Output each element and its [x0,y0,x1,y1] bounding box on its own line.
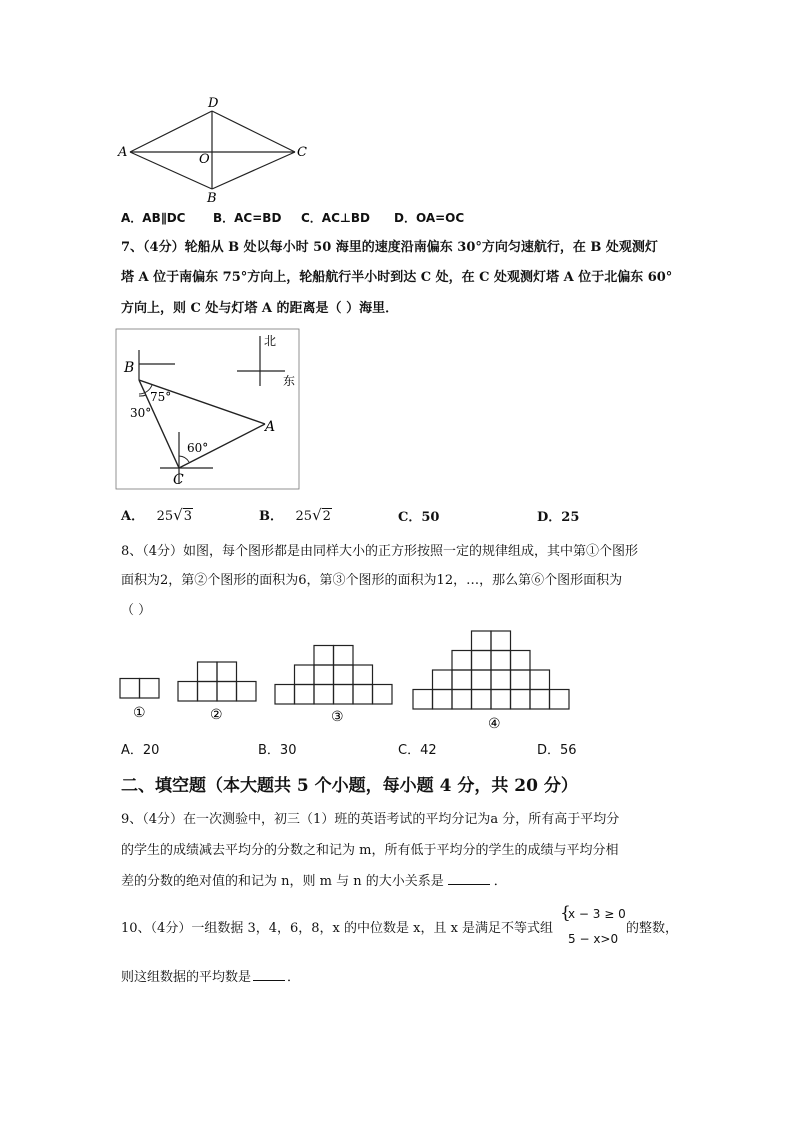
q6-option-c: C．AC⊥BD [301,211,370,225]
pattern-square [472,670,492,690]
pattern-square [217,682,237,702]
q10-inequality-1: x − 3 ≥ 0 [568,907,626,921]
pattern-square [373,685,393,705]
q7-option-b-prefix: B． [259,509,283,524]
pattern-square [120,679,140,699]
pattern-square [491,670,511,690]
label-C: C [297,145,307,160]
q6-option-d: D．OA=OC [394,211,465,225]
q7-option-b-value: 25√2 [295,506,331,524]
pattern-square [353,665,373,685]
q8-text-line3: （ ） [121,603,152,618]
pattern-square [295,685,315,705]
q10-text-line2-end: ． [287,970,301,985]
pattern-square [452,690,472,710]
pattern-square [140,679,160,699]
pattern-square [452,651,472,671]
pattern-square [295,665,315,685]
q10-brace: { [560,903,571,923]
pattern-square [314,646,334,666]
label-D: D [208,96,219,111]
section-2-heading: 二、填空题（本大题共 5 个小题，每小题 4 分，共 20 分） [121,776,578,796]
q8-option-c: C．42 [398,743,437,758]
angle-60-label: 60° [187,441,209,455]
q8-option-d: D．56 [537,743,577,758]
q7-option-d: D．25 [537,510,580,525]
q9-text-line2: 的学生的成绩减去平均分的分数之和记为 m，所有低于平均分的学生的成绩与平均分相 [121,843,619,858]
pattern-square [472,690,492,710]
east-label: 东 [283,374,296,388]
q7-navigation-figure [115,328,300,490]
pattern-square [314,665,334,685]
pattern-square [550,690,570,710]
pattern-square [491,651,511,671]
pattern-square [334,665,354,685]
pattern-square [491,690,511,710]
pattern-square [198,662,218,682]
q7-text-line3: 方向上，则 C 处与灯塔 A 的距离是（ ）海里． [121,301,399,316]
pattern-square [511,670,531,690]
q8-text-line2: 面积为2，第②个图形的面积为6，第③个图形的面积为12，…，那么第⑥个图形面积为 [121,573,623,588]
pattern-square [334,685,354,705]
pattern-square [275,685,295,705]
q8-square-pattern-figure [115,626,585,736]
q6-rhombus-figure [115,92,325,204]
pattern-square [472,651,492,671]
q10-inequality-2: 5 − x>0 [568,932,619,946]
q7-option-a-prefix: A． [121,509,145,524]
pattern-square [530,670,550,690]
q7-option-b-radicand: 2 [322,509,331,524]
pattern-square [178,682,198,702]
q9-text-line1: 9、（4分）在一次测验中，初三（1）班的英语考试的平均分记为a 分，所有高于平均分 [121,812,620,827]
pattern-square [433,670,453,690]
pattern-square [314,685,334,705]
q7-option-a [121,505,193,524]
pattern-square [198,682,218,702]
q10-text-line2 [121,971,300,984]
q6-option-a: A．AB∥DC [121,211,186,225]
q7-option-b-coef: 25 [295,509,313,524]
q7-text-line1: 7、（4分）轮船从 B 处以每小时 50 海里的速度沿南偏东 30°方向匀速航行，在 B 处观测灯 [121,240,658,255]
pattern-square [433,690,453,710]
pattern-square [413,690,433,710]
q9-answer-blank[interactable] [448,884,490,885]
pattern-square [452,670,472,690]
angle-30-label: 30° [130,406,152,420]
figure-3-label: ③ [331,709,344,725]
q10-text-line1-end: 的整数， [626,921,679,936]
q7-option-a-radicand: 3 [183,509,193,524]
q7-option-c: C．50 [398,510,440,525]
q8-option-b: B．30 [258,743,297,758]
label-B: B [207,191,217,204]
q8-option-a: A．20 [121,743,160,758]
label-B-point: B [124,360,135,376]
figure-1-label: ① [133,705,146,721]
pattern-square [334,646,354,666]
north-label: 北 [264,334,277,348]
pattern-square [472,631,492,651]
q10-text-line2-start: 则这组数据的平均数是 [121,970,252,985]
q7-text-line2: 塔 A 位于南偏东 75°方向上，轮船航行半小时到达 C 处，在 C 处观测灯塔 A 位于北偏东 60° [121,270,673,285]
q7-option-a-coef: 25 [156,509,174,524]
q9-text-line3-start: 差的分数的绝对值的和记为 n，则 m 与 n 的大小关系是 [121,874,444,889]
label-O: O [199,152,210,167]
q7-option-a-value: 25√3 [156,506,193,524]
label-A: A [118,145,128,160]
angle-75-label: 75° [150,390,172,404]
q6-option-b: B．AC=BD [213,211,282,225]
q9-text-line3 [121,875,507,888]
label-C-point: C [173,472,184,488]
pattern-square [491,631,511,651]
figure-4-label: ④ [488,716,501,732]
pattern-square [530,690,550,710]
q10-answer-blank[interactable] [253,980,285,981]
pattern-square [511,651,531,671]
q9-text-line3-end: ． [493,874,507,889]
label-A-point: A [265,419,276,435]
q10-text-line1-start: 10、（4分）一组数据 3，4，6，8，x 的中位数是 x，且 x 是满足不等式组 [121,921,554,936]
pattern-square [217,662,237,682]
figure-2-label: ② [210,707,223,723]
q8-text-line1: 8、（4分）如图，每个图形都是由同样大小的正方形按照一定的规律组成，其中第①个图形 [121,544,639,559]
pattern-square [353,685,373,705]
pattern-square [237,682,257,702]
pattern-square [511,690,531,710]
q7-option-b [259,505,332,524]
